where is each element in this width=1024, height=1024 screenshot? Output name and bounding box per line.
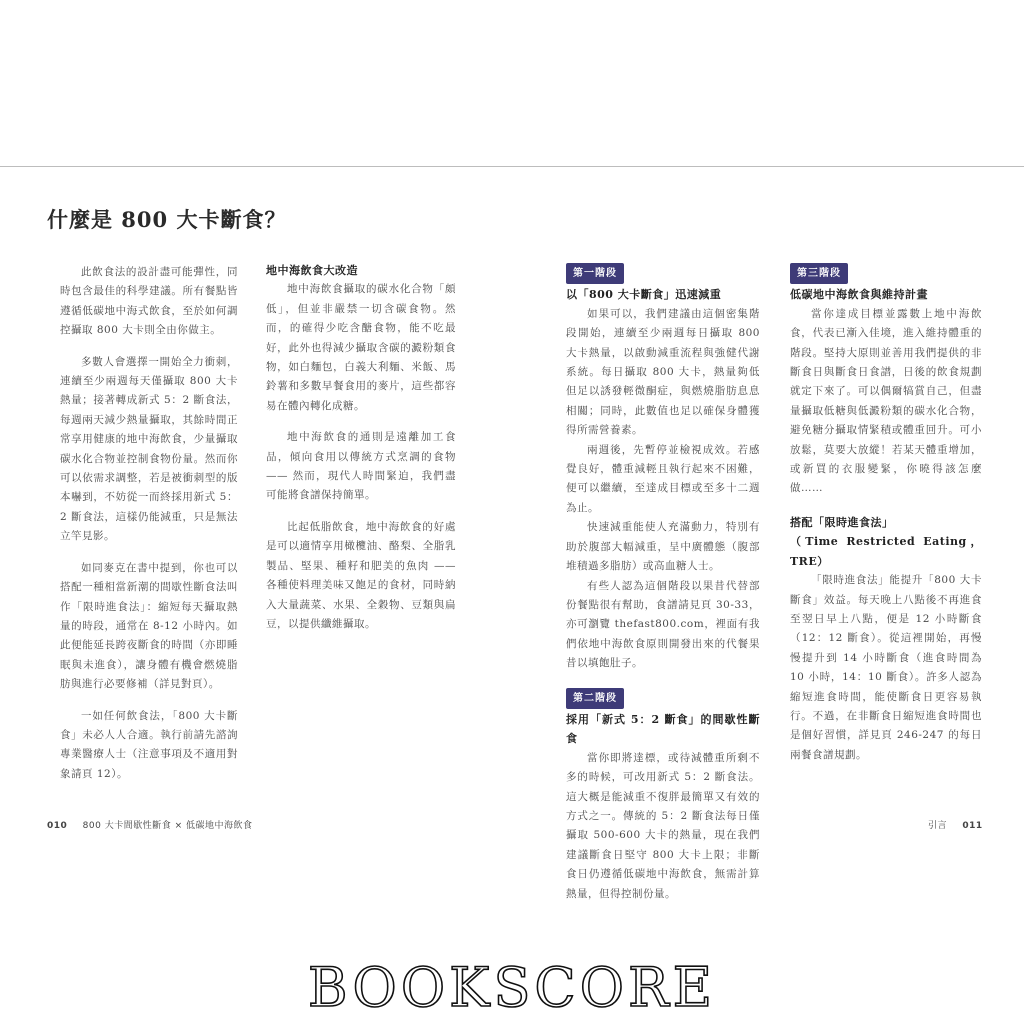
stage-badge: 第三階段: [790, 263, 848, 284]
paragraph: 地中海飲食攝取的碳水化合物「頗低」，但並非嚴禁一切含碳食物。然而，的確得少吃含醣食物，能不吃最好，此外也得減少攝取含碳的澱粉類食物，如白麵包，白義大利麵、米飯、馬鈴薯和多數早餐食用的麥片，這些都容易在體內轉化成糖。: [266, 283, 456, 412]
paragraph: 快速減重能使人充滿動力，特別有助於腹部大幅減重，呈中廣體態（腹部堆積過多脂肪）或高血糖人士。: [566, 521, 760, 573]
paragraph: 「限時進食法」能提升「800 大卡斷食」效益。每天晚上八點後不再進食至翌日早上八點，便是 12 小時斷食（12：12 斷食）。從這裡開始，再慢慢提升到 14 小時斷食（進食時間為 10 小時，14：10 斷食）。許多人認為縮短進食時間，能使斷食日更容易執行。不過，在非斷食日縮短進食時間也是個好習慣，詳見頁 246-247 的每日兩餐食譜規劃。: [790, 574, 982, 761]
paragraph: 當你即將達標，或待減體重所剩不多的時候，可改用新式 5：2 斷食法。這大概是能減重不復胖最簡單又有效的方式之一。傳統的 5：2 斷食法每日僅攝取 500-600 大卡的熱量，現在我們建議斷食日堅守 800 大卡上限；非斷食日仍遵循低碳地中海飲食，無需計算熱量，但得控制份量。: [566, 751, 760, 900]
section-heading: 以「800 大卡斷食」迅速減重: [566, 288, 722, 302]
section-heading: 低碳地中海飲食與維持計畫: [790, 288, 928, 302]
stage-badge: 第一階段: [566, 263, 624, 284]
footer-left: [47, 818, 252, 831]
stage-badge: 第二階段: [566, 688, 624, 709]
paragraph: 多數人會選擇一開始全力衝刺，連續至少兩週每天僅攝取 800 大卡熱量；接著轉成新式 5：2 斷食法，每週兩天減少熱量攝取，其餘時間正常享用健康的地中海飲食，少量攝取碳水化合物並控制食物份量。然而你可以依需求調整，若是被衝刺型的版本嚇到，不妨從一而終採用新式 5：2 斷食法，這樣仍能減重，只是無法立竿見影。: [60, 355, 238, 543]
paragraph: 一如任何飲食法，「800 大卡斷食」未必人人合適。執行前請先諮詢專業醫療人士（注意事項及不適用對象請頁 12）。: [60, 709, 238, 780]
section-subheading: （Time Restricted Eating，TRE）: [790, 535, 982, 568]
column-4: [790, 263, 982, 765]
column-1: [60, 263, 238, 784]
paragraph: 比起低脂飲食，地中海飲食的好處是可以適情享用橄欖油、酪梨、全脂乳製品、堅果、種籽和肥美的魚肉 —— 各種使料理美味又飽足的食材，同時納入大量蔬菜、水果、全穀物、豆類與扁豆，以提供纖維攝取。: [266, 520, 456, 630]
running-title: 800 大卡間歇性斷食 × 低碳地中海飲食: [82, 821, 253, 831]
page-number-left: 010: [47, 821, 68, 831]
page-title: 什麼是 800 大卡斷食？: [47, 207, 287, 232]
section-heading: 採用「新式 5：2 斷食」的間歇性斷食: [566, 712, 760, 746]
paragraph: 兩週後，先暫停並檢視成效。若感覺良好，體重減輕且執行起來不困難，便可以繼續，至達成目標或至多十二週為止。: [566, 443, 760, 514]
page-number-right: 011: [962, 821, 983, 831]
logo-text: BOOKSCORE: [307, 958, 717, 1016]
running-section: 引言: [928, 821, 948, 831]
paragraph: 如果可以，我們建議由這個密集階段開始，連續至少兩週每日攝取 800 大卡熱量，以啟動減重流程與強健代謝系統。每日攝取 800 大卡，熱量夠低但足以誘發輕微酮症，與燃燒脂肪息息相關；同時，此數值也足以確保身體獲得所需營養素。: [566, 307, 760, 437]
section-heading: 地中海飲食大改造: [266, 264, 358, 277]
footer-right: [928, 818, 983, 831]
column-2: [266, 261, 456, 634]
paragraph: 當你達成目標並露數上地中海飲食，代表已漸入佳境，進入維持體重的階段。堅持大原則並善用我們提供的非斷食日與斷食日食譜，日後的飲食規劃就定下來了。可以偶爾犒賞自己，但盡量攝取低糖與低澱粉類的碳水化合物，避免糖分攝取情緊積或體重回升。可小放鬆，莫要大放縱！若某天體重增加，或新買的衣服變緊，你曉得該怎麼做……: [790, 307, 982, 495]
paragraph: 地中海飲食的通則是遠離加工食品，傾向食用以傳統方式烹調的食物 —— 然而，現代人時間緊迫，我們盡可能將食譜保持簡單。: [266, 431, 456, 502]
section-heading: 搭配「限時進食法」: [790, 515, 894, 529]
paragraph: 如同麥克在書中提到，你也可以搭配一種相當新潮的間歇性斷食法叫作「限時進食法」：縮短每天攝取熱量的時段，通常在 8-12 小時內。如此便能延長跨夜斷食的時間（亦即睡眠與未進食），讓身體有機會燃燒脂肪與進行必要修補（詳見對頁）。: [60, 561, 238, 691]
column-3: [566, 263, 760, 904]
paragraph: 有些人認為這個階段以果昔代替部份餐點很有幫助，食譜請見頁 30-33，亦可瀏覽 thefast800.com，裡面有我們依地中海飲食原則開發出來的代餐果昔以填飽肚子。: [566, 579, 760, 670]
bookscore-logo: [258, 958, 766, 1016]
paragraph: 此飲食法的設計盡可能彈性，同時包含最佳的科學建議。所有餐點皆遵循低碳地中海式飲食，至於如何調控攝取 800 大卡則全由你做主。: [60, 266, 238, 337]
